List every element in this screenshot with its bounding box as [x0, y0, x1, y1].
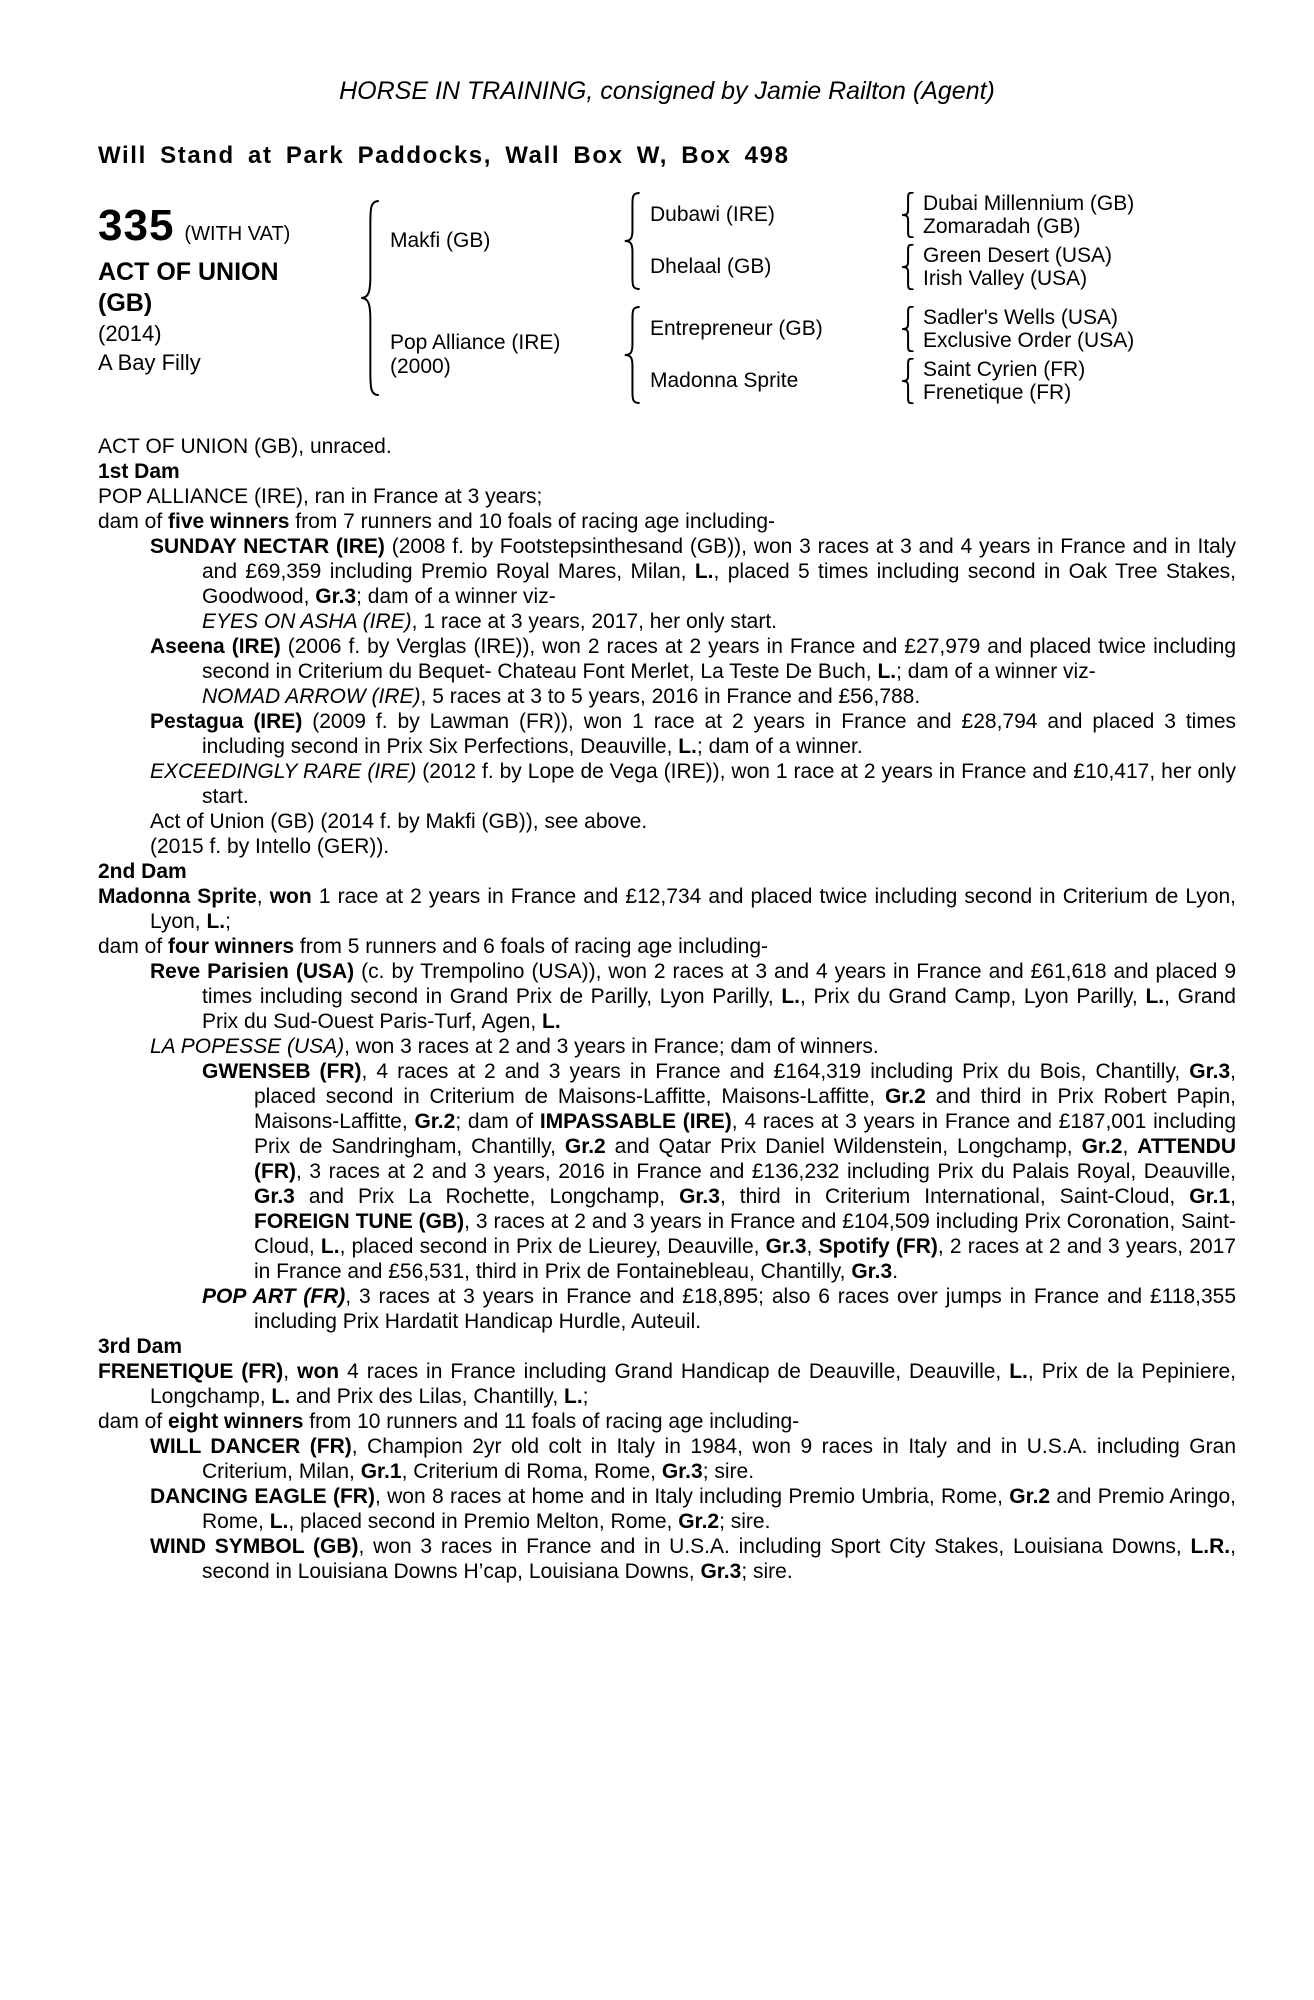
- pedigree-paragraph: dam of eight winners from 10 runners and 11 foals of racing age including-: [98, 1410, 800, 1433]
- pedigree-paragraph: SUNDAY NECTAR (IRE) (2008 f. by Footstepsinthesand (GB)), won 3 races at 3 and 4 years in France and in Italy and £69,359 including Premio Royal Mares, Milan, L., placed 5 times including second in Oak Tree Stakes, Goodwood, Gr.3; dam of a winner viz-: [150, 535, 1237, 608]
- pedigree-paragraph: dam of four winners from 5 runners and 6 foals of racing age including-: [98, 935, 768, 958]
- sire-dam-sire-name: Green Desert (USA): [923, 244, 1113, 267]
- dam-sire-sire-name: Sadler's Wells (USA): [923, 306, 1118, 329]
- pedigree-paragraph: WILL DANCER (FR), Champion 2yr old colt in Italy in 1984, won 9 races in Italy and in U.S.A. including Gran Criterium, Milan, Gr.1, Criterium di Roma, Rome, Gr.3; sire.: [150, 1435, 1236, 1483]
- pedigree-paragraph: EYES ON ASHA (IRE), 1 race at 3 years, 2017, her only start.: [202, 610, 778, 633]
- pedigree-paragraph: EXCEEDINGLY RARE (IRE) (2012 f. by Lope de Vega (IRE)), won 1 race at 2 years in France and £10,417, her only start.: [150, 760, 1236, 808]
- horse-name: [98, 257, 358, 319]
- pedigree-paragraph: DANCING EAGLE (FR), won 8 races at home and in Italy including Premio Umbria, Rome, Gr.2 and Premio Aringo, Rome, L., placed second in Premio Melton, Rome, Gr.2; sire.: [150, 1485, 1237, 1533]
- pedigree-paragraph: Pestagua (IRE) (2009 f. by Lawman (FR)), won 1 race at 2 years in France and £28,794 and placed 3 times including second in Prix Six Perfections, Deauville, L.; dam of a winner.: [150, 710, 1236, 758]
- pedigree-brace-sire-sire: [900, 192, 917, 238]
- sire-dam-name: Dhelaal (GB): [650, 255, 772, 278]
- pedigree-brace-main: [358, 199, 384, 397]
- pedigree-paragraph: Act of Union (GB) (2014 f. by Makfi (GB)), see above.: [150, 810, 648, 833]
- dam-dam-row: [644, 358, 1236, 404]
- pedigree-paragraph: GWENSEB (FR), 4 races at 2 and 3 years in France and £164,319 including Prix du Bois, Chantilly, Gr.3, placed second in Criterium de Maisons-Laffitte, Maisons-Laffitte, Gr.2 and third in Prix Robert Papin, Maisons-Laffitte, Gr.2; dam of IMPASSABLE (IRE), 4 races at 3 years in France and £187,001 including Prix de Sandringham, Chantilly, Gr.2 and Qatar Prix Daniel Wildenstein, Longchamp, Gr.2, ATTENDU (FR), 3 races at 2 and 3 years, 2016 in France and £136,232 including Prix du Palais Royal, Deauville, Gr.3 and Prix La Rochette, Longchamp, Gr.3, third in Criterium International, Saint-Cloud, Gr.1, FOREIGN TUNE (GB), 3 races at 2 and 3 years in France and £104,509 including Prix Coronation, Saint-Cloud, L., placed second in Prix de Lieurey, Deauville, Gr.3, Spotify (FR), 2 races at 2 and 3 years, 2017 in France and £56,531, third in Prix de Fontainebleau, Chantilly, Gr.3.: [202, 1060, 1237, 1283]
- dam-branch: [384, 306, 1236, 404]
- pedigree-paragraph: Aseena (IRE) (2006 f. by Verglas (IRE)), won 2 races at 2 years in France and £27,979 and placed twice including second in Criterium du Bequet- Chateau Font Merlet, La Teste De Buch, L.; dam of a winner viz-: [150, 635, 1236, 683]
- pedigree-paragraph: (2015 f. by Intello (GER)).: [150, 835, 390, 858]
- sire-dam-dam-name: Irish Valley (USA): [923, 267, 1088, 290]
- section-1st-dam: [98, 459, 1236, 859]
- pedigree-generations: [384, 192, 1236, 404]
- pedigree-paragraph: ACT OF UNION (GB), unraced.: [98, 435, 392, 458]
- section-paragraphs: [98, 1359, 1236, 1584]
- sire-name: Makfi (GB): [390, 229, 491, 252]
- section-3rd-dam: [98, 1334, 1236, 1584]
- sire-parents: [644, 192, 1236, 290]
- section-2nd-dam: [98, 859, 1236, 1334]
- section-heading: 2nd Dam: [98, 860, 187, 883]
- sire-branch: [384, 192, 1236, 290]
- dam-cell: [384, 306, 622, 404]
- pedigree-brace-sire-dam: [900, 244, 917, 290]
- pedigree-paragraph: WIND SYMBOL (GB), won 3 races in France and in U.S.A. including Sport City Stakes, Louisiana Downs, L.R., second in Louisiana Downs H’cap, Louisiana Downs, Gr.3; sire.: [150, 1535, 1236, 1583]
- section-paragraphs: [98, 484, 1236, 859]
- lot-info: [98, 192, 358, 404]
- dam-sire-name: Entrepreneur (GB): [650, 317, 823, 340]
- stand-location-line: Will Stand at Park Paddocks, Wall Box W, Box 498: [98, 142, 790, 169]
- pedigree-paragraph: NOMAD ARROW (IRE), 5 races at 3 to 5 years, 2016 in France and £56,788.: [202, 685, 921, 708]
- lot-number-row: [98, 201, 358, 250]
- dam-dam-name: Madonna Sprite: [650, 369, 799, 392]
- dam-year: (2000): [390, 355, 451, 378]
- sire-sire-dam-name: Zomaradah (GB): [923, 215, 1081, 238]
- dam-parents: [644, 306, 1236, 404]
- sire-sire-sire-name: Dubai Millennium (GB): [923, 192, 1135, 215]
- dam-sire-row: [644, 306, 1236, 352]
- section-heading: 1st Dam: [98, 460, 180, 483]
- dam-sire-dam-name: Exclusive Order (USA): [923, 329, 1135, 352]
- pedigree-brace-dam-sire: [900, 306, 917, 352]
- dam-dam-parents: [917, 358, 1085, 404]
- pedigree-table: [98, 192, 1236, 404]
- dam-dam-sire-name: Saint Cyrien (FR): [923, 358, 1086, 381]
- pedigree-paragraph: FRENETIQUE (FR), won 4 races in France including Grand Handicap de Deauville, Deauville, L., Prix de la Pepiniere, Longchamp, L. and Prix des Lilas, Chantilly, L.;: [98, 1360, 1237, 1408]
- section-heading: 3rd Dam: [98, 1335, 183, 1358]
- intro-block: [98, 434, 1236, 459]
- horse-year: (2014): [98, 321, 162, 346]
- pedigree-brace-dam-dam: [900, 358, 917, 404]
- sire-sire-name: Dubawi (IRE): [650, 203, 775, 226]
- horse-description: A Bay Filly: [98, 350, 201, 375]
- lot-vat-note: (WITH VAT): [184, 223, 291, 245]
- pedigree-paragraph: dam of five winners from 7 runners and 10 foals of racing age including-: [98, 510, 776, 533]
- pedigree-paragraph: POP ALLIANCE (IRE), ran in France at 3 years;: [98, 485, 543, 508]
- horse-name-line1: ACT OF UNION: [98, 258, 279, 286]
- sire-sire-parents: [917, 192, 1134, 238]
- pedigree-brace-sire: [622, 192, 644, 290]
- sire-dam-parents: [917, 244, 1112, 290]
- sire-cell: [384, 192, 622, 290]
- dam-sire-parents: [917, 306, 1134, 352]
- pedigree-paragraph: POP ART (FR), 3 races at 3 years in France and £18,895; also 6 races over jumps in France and £118,355 including Prix Hardatit Handicap Hurdle, Auteuil.: [202, 1285, 1237, 1333]
- pedigree-paragraph: LA POPESSE (USA), won 3 races at 2 and 3 years in France; dam of winners.: [150, 1035, 879, 1058]
- section-paragraphs: [98, 884, 1236, 1334]
- dam-dam-dam-name: Frenetique (FR): [923, 381, 1072, 404]
- pedigree-text: [98, 434, 1236, 1584]
- pedigree-paragraph: Madonna Sprite, won 1 race at 2 years in France and £12,734 and placed twice including second in Criterium de Lyon, Lyon, L.;: [98, 885, 1237, 933]
- pedigree-brace-dam: [622, 306, 644, 404]
- horse-name-line2: (GB): [98, 289, 153, 317]
- dam-name: Pop Alliance (IRE): [390, 331, 561, 354]
- pedigree-paragraph: Reve Parisien (USA) (c. by Trempolino (USA)), won 2 races at 3 and 4 years in France and £61,618 and placed 9 times including second in Grand Prix de Parilly, Lyon Parilly, L., Prix du Grand Camp, Lyon Parilly, L., Grand Prix du Sud-Ouest Paris-Turf, Agen, L.: [150, 960, 1236, 1033]
- sire-sire-row: [644, 192, 1236, 238]
- lot-number: 335: [98, 201, 175, 250]
- consignment-title: HORSE IN TRAINING, consigned by Jamie Railton (Agent): [339, 77, 995, 105]
- sire-dam-row: [644, 244, 1236, 290]
